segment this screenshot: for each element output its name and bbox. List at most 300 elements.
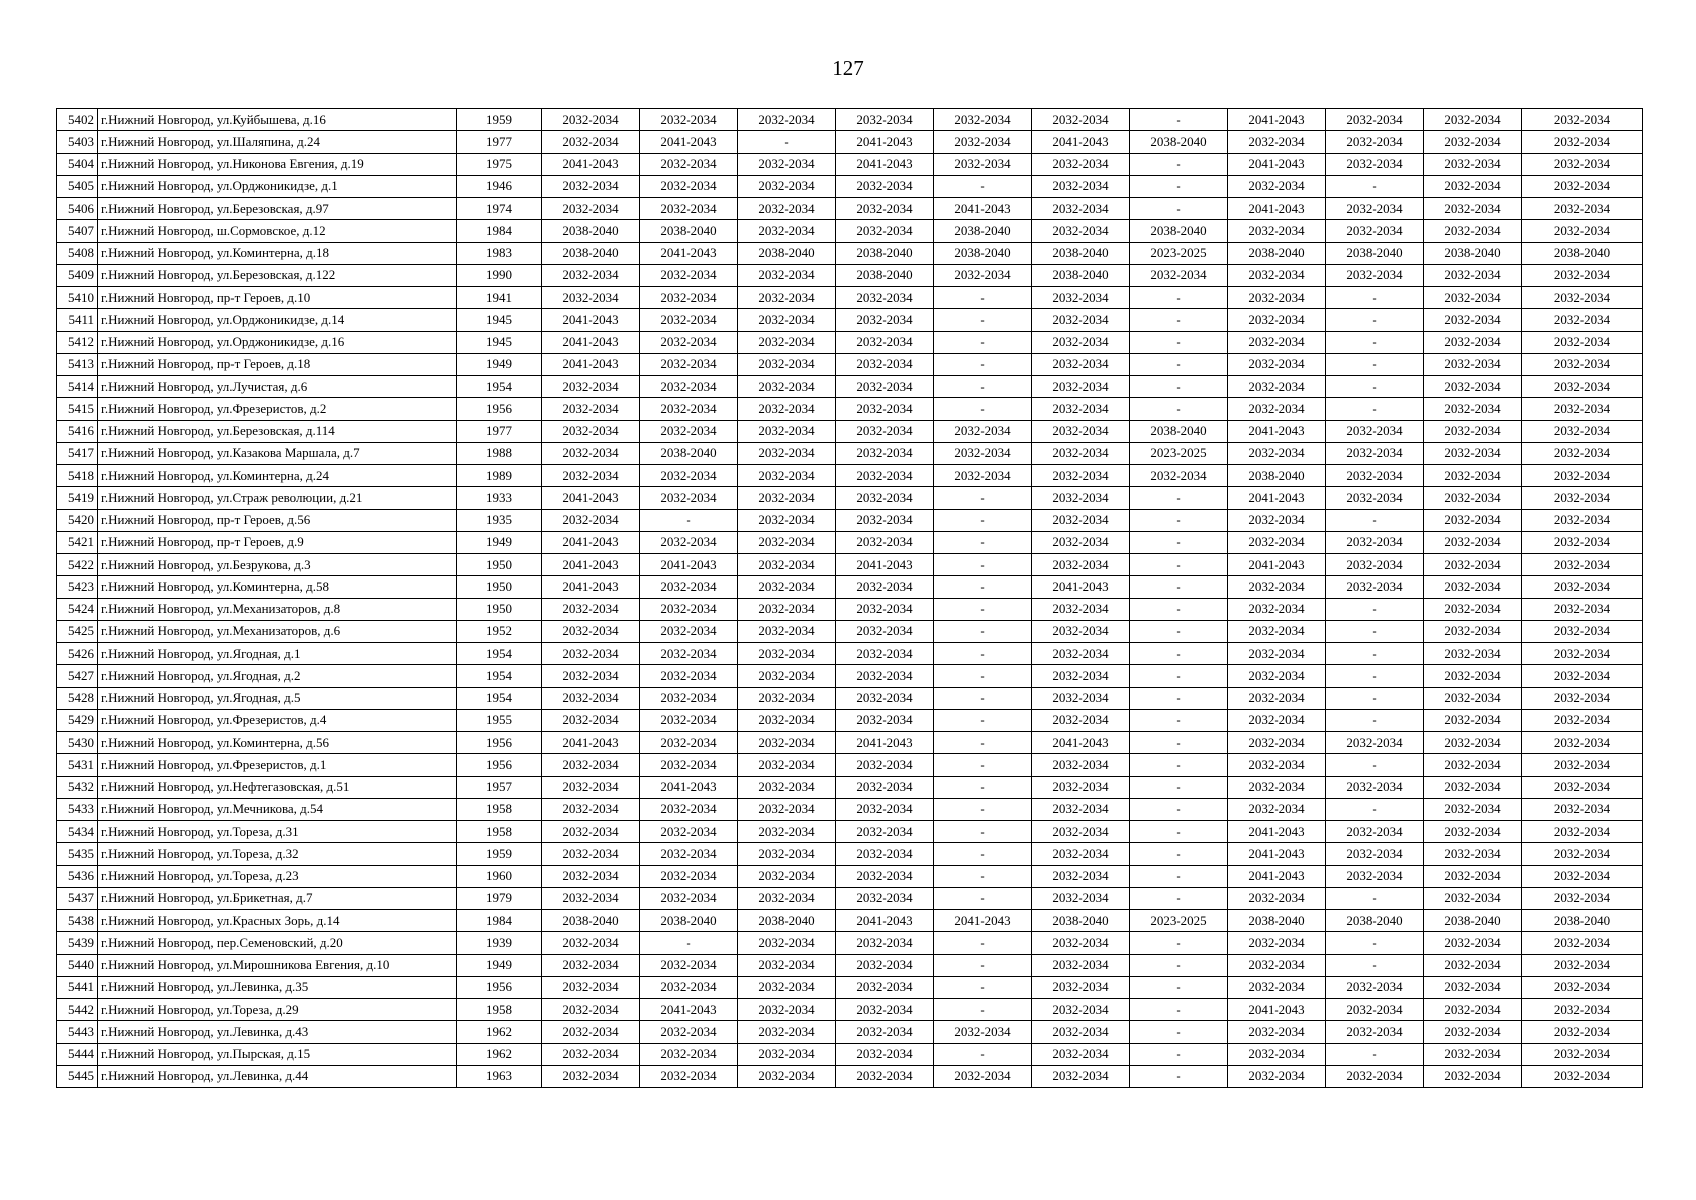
address-cell: г.Нижний Новгород, ул.Красных Зорь, д.14 [98,910,457,932]
period-cell-7: - [1130,153,1228,175]
row-number-cell: 5445 [57,1065,98,1087]
period-cell-10: 2032-2034 [1424,175,1522,197]
period-cell-4: 2032-2034 [836,442,934,464]
period-cell-4: 2032-2034 [836,309,934,331]
address-cell: г.Нижний Новгород, ул.Тореза, д.29 [98,999,457,1021]
period-cell-3: 2032-2034 [738,709,836,731]
period-cell-3: 2032-2034 [738,843,836,865]
period-cell-4: 2032-2034 [836,398,934,420]
period-cell-1: 2038-2040 [542,220,640,242]
period-cell-4: 2032-2034 [836,331,934,353]
period-cell-1: 2032-2034 [542,954,640,976]
period-cell-6: 2032-2034 [1032,754,1130,776]
table-row [57,865,1643,887]
period-cell-7: - [1130,554,1228,576]
row-number-cell: 5431 [57,754,98,776]
row-number-cell: 5416 [57,420,98,442]
period-cell-1: 2032-2034 [542,1065,640,1087]
year-cell: 1933 [457,487,542,509]
period-cell-5: - [934,687,1032,709]
period-cell-11: 2032-2034 [1522,220,1643,242]
period-cell-2: 2032-2034 [640,954,738,976]
period-cell-11: 2032-2034 [1522,665,1643,687]
table-row [57,976,1643,998]
period-cell-8: 2032-2034 [1228,331,1326,353]
period-cell-4: 2032-2034 [836,821,934,843]
address-cell: г.Нижний Новгород, пр-т Героев, д.10 [98,287,457,309]
period-cell-10: 2032-2034 [1424,887,1522,909]
row-number-cell: 5408 [57,242,98,264]
period-cell-10: 2032-2034 [1424,109,1522,131]
period-cell-3: 2032-2034 [738,531,836,553]
year-cell: 1983 [457,242,542,264]
period-cell-9: 2032-2034 [1326,976,1424,998]
row-number-cell: 5422 [57,554,98,576]
period-cell-10: 2038-2040 [1424,910,1522,932]
period-cell-10: 2032-2034 [1424,598,1522,620]
period-cell-9: - [1326,620,1424,642]
period-cell-2: 2032-2034 [640,598,738,620]
year-cell: 1959 [457,109,542,131]
period-cell-11: 2032-2034 [1522,865,1643,887]
period-cell-9: 2032-2034 [1326,554,1424,576]
period-cell-9: - [1326,887,1424,909]
period-cell-4: 2032-2034 [836,643,934,665]
address-cell: г.Нижний Новгород, пр-т Героев, д.18 [98,353,457,375]
period-cell-8: 2041-2043 [1228,420,1326,442]
period-cell-9: - [1326,175,1424,197]
period-cell-4: 2032-2034 [836,776,934,798]
period-cell-2: 2032-2034 [640,976,738,998]
table-row [57,999,1643,1021]
period-cell-10: 2032-2034 [1424,1021,1522,1043]
period-cell-4: 2032-2034 [836,999,934,1021]
period-cell-11: 2032-2034 [1522,531,1643,553]
table-row [57,732,1643,754]
period-cell-1: 2032-2034 [542,442,640,464]
period-cell-3: 2032-2034 [738,687,836,709]
period-cell-6: 2032-2034 [1032,554,1130,576]
period-cell-6: 2032-2034 [1032,1043,1130,1065]
period-cell-5: 2038-2040 [934,242,1032,264]
address-cell: г.Нижний Новгород, ул.Никонова Евгения, д.19 [98,153,457,175]
period-cell-9: - [1326,598,1424,620]
period-cell-11: 2032-2034 [1522,932,1643,954]
period-cell-8: 2032-2034 [1228,1065,1326,1087]
year-cell: 1950 [457,576,542,598]
period-cell-3: 2032-2034 [738,220,836,242]
period-cell-2: - [640,932,738,954]
period-cell-9: 2032-2034 [1326,865,1424,887]
period-cell-6: 2032-2034 [1032,153,1130,175]
period-cell-5: - [934,620,1032,642]
period-cell-9: - [1326,509,1424,531]
period-cell-6: 2032-2034 [1032,531,1130,553]
table-row [57,776,1643,798]
period-cell-8: 2032-2034 [1228,976,1326,998]
period-cell-5: - [934,976,1032,998]
period-cell-1: 2032-2034 [542,398,640,420]
period-cell-3: 2032-2034 [738,620,836,642]
year-cell: 1941 [457,287,542,309]
year-cell: 1956 [457,732,542,754]
address-cell: г.Нижний Новгород, ул.Орджоникидзе, д.1 [98,175,457,197]
address-cell: г.Нижний Новгород, ул.Шаляпина, д.24 [98,131,457,153]
year-cell: 1949 [457,954,542,976]
row-number-cell: 5409 [57,264,98,286]
period-cell-7: - [1130,198,1228,220]
period-cell-4: 2041-2043 [836,131,934,153]
period-cell-7: - [1130,754,1228,776]
period-cell-10: 2032-2034 [1424,976,1522,998]
page-number: 127 [832,56,864,80]
period-cell-8: 2032-2034 [1228,598,1326,620]
period-cell-9: - [1326,798,1424,820]
period-cell-7: - [1130,1043,1228,1065]
period-cell-10: 2032-2034 [1424,665,1522,687]
period-cell-6: 2038-2040 [1032,910,1130,932]
period-cell-11: 2032-2034 [1522,643,1643,665]
period-cell-5: 2032-2034 [934,1021,1032,1043]
period-cell-11: 2032-2034 [1522,754,1643,776]
table-row [57,665,1643,687]
period-cell-11: 2032-2034 [1522,109,1643,131]
year-cell: 1955 [457,709,542,731]
address-cell: г.Нижний Новгород, ул.Тореза, д.23 [98,865,457,887]
period-cell-9: - [1326,398,1424,420]
row-number-cell: 5413 [57,353,98,375]
period-cell-4: 2032-2034 [836,620,934,642]
year-cell: 1958 [457,999,542,1021]
period-cell-7: - [1130,598,1228,620]
period-cell-3: 2032-2034 [738,976,836,998]
row-number-cell: 5437 [57,887,98,909]
address-cell: г.Нижний Новгород, ул.Ягодная, д.1 [98,643,457,665]
period-cell-1: 2032-2034 [542,131,640,153]
period-cell-8: 2032-2034 [1228,798,1326,820]
period-cell-5: - [934,309,1032,331]
period-cell-9: 2032-2034 [1326,576,1424,598]
period-cell-9: 2038-2040 [1326,910,1424,932]
period-cell-10: 2032-2034 [1424,954,1522,976]
period-cell-6: 2032-2034 [1032,887,1130,909]
period-cell-6: 2032-2034 [1032,175,1130,197]
period-cell-6: 2038-2040 [1032,264,1130,286]
period-cell-3: 2032-2034 [738,776,836,798]
period-cell-4: 2032-2034 [836,376,934,398]
address-cell: г.Нижний Новгород, ул.Брикетная, д.7 [98,887,457,909]
period-cell-7: - [1130,732,1228,754]
period-cell-11: 2032-2034 [1522,576,1643,598]
period-cell-5: - [934,398,1032,420]
period-cell-8: 2032-2034 [1228,309,1326,331]
year-cell: 1989 [457,465,542,487]
period-cell-1: 2041-2043 [542,554,640,576]
table-row [57,620,1643,642]
period-cell-2: 2032-2034 [640,643,738,665]
period-cell-6: 2032-2034 [1032,932,1130,954]
table-row [57,220,1643,242]
period-cell-4: 2032-2034 [836,109,934,131]
period-cell-5: - [934,531,1032,553]
period-cell-3: 2032-2034 [738,554,836,576]
table-row [57,754,1643,776]
period-cell-4: 2032-2034 [836,198,934,220]
period-cell-3: 2032-2034 [738,1065,836,1087]
period-cell-6: 2032-2034 [1032,353,1130,375]
address-cell: г.Нижний Новгород, ул.Коминтерна, д.56 [98,732,457,754]
period-cell-3: 2032-2034 [738,376,836,398]
period-cell-11: 2032-2034 [1522,999,1643,1021]
row-number-cell: 5424 [57,598,98,620]
period-cell-10: 2032-2034 [1424,264,1522,286]
period-cell-9: 2032-2034 [1326,1021,1424,1043]
period-cell-10: 2032-2034 [1424,821,1522,843]
period-cell-4: 2032-2034 [836,954,934,976]
period-cell-3: 2032-2034 [738,153,836,175]
period-cell-7: - [1130,665,1228,687]
period-cell-5: - [934,376,1032,398]
row-number-cell: 5426 [57,643,98,665]
year-cell: 1950 [457,598,542,620]
address-cell: г.Нижний Новгород, ш.Сормовское, д.12 [98,220,457,242]
period-cell-2: 2032-2034 [640,1021,738,1043]
period-cell-1: 2032-2034 [542,999,640,1021]
period-cell-6: 2032-2034 [1032,220,1130,242]
period-cell-2: 2032-2034 [640,198,738,220]
period-cell-9: 2032-2034 [1326,531,1424,553]
table-row [57,287,1643,309]
period-cell-1: 2041-2043 [542,732,640,754]
year-cell: 1988 [457,442,542,464]
period-cell-3: 2032-2034 [738,1043,836,1065]
period-cell-9: 2032-2034 [1326,487,1424,509]
period-cell-10: 2038-2040 [1424,242,1522,264]
year-cell: 1954 [457,665,542,687]
period-cell-4: 2032-2034 [836,353,934,375]
period-cell-10: 2032-2034 [1424,509,1522,531]
period-cell-3: 2032-2034 [738,331,836,353]
period-cell-10: 2032-2034 [1424,465,1522,487]
year-cell: 1959 [457,843,542,865]
period-cell-5: - [934,732,1032,754]
period-cell-10: 2032-2034 [1424,420,1522,442]
period-cell-8: 2032-2034 [1228,509,1326,531]
period-cell-8: 2041-2043 [1228,843,1326,865]
table-row [57,331,1643,353]
period-cell-9: - [1326,687,1424,709]
period-cell-10: 2032-2034 [1424,932,1522,954]
period-cell-5: 2032-2034 [934,264,1032,286]
period-cell-8: 2041-2043 [1228,999,1326,1021]
address-cell: г.Нижний Новгород, ул.Нефтегазовская, д.51 [98,776,457,798]
period-cell-6: 2032-2034 [1032,976,1130,998]
period-cell-10: 2032-2034 [1424,999,1522,1021]
period-cell-3: 2032-2034 [738,954,836,976]
year-cell: 1954 [457,376,542,398]
period-cell-7: - [1130,687,1228,709]
period-cell-8: 2032-2034 [1228,1021,1326,1043]
row-number-cell: 5435 [57,843,98,865]
period-cell-1: 2032-2034 [542,887,640,909]
period-cell-3: 2032-2034 [738,175,836,197]
period-cell-11: 2032-2034 [1522,376,1643,398]
period-cell-7: - [1130,976,1228,998]
period-cell-5: 2038-2040 [934,220,1032,242]
period-cell-3: 2032-2034 [738,109,836,131]
year-cell: 1963 [457,1065,542,1087]
period-cell-11: 2032-2034 [1522,398,1643,420]
period-cell-6: 2032-2034 [1032,620,1130,642]
period-cell-10: 2032-2034 [1424,776,1522,798]
period-cell-11: 2032-2034 [1522,821,1643,843]
period-cell-5: 2041-2043 [934,198,1032,220]
period-cell-2: 2032-2034 [640,821,738,843]
table-row [57,821,1643,843]
period-cell-3: 2032-2034 [738,754,836,776]
table-row [57,131,1643,153]
period-cell-9: 2032-2034 [1326,465,1424,487]
period-cell-8: 2032-2034 [1228,954,1326,976]
row-number-cell: 5407 [57,220,98,242]
period-cell-6: 2041-2043 [1032,732,1130,754]
period-cell-11: 2032-2034 [1522,353,1643,375]
period-cell-5: - [934,954,1032,976]
table-row [57,554,1643,576]
row-number-cell: 5438 [57,910,98,932]
period-cell-1: 2032-2034 [542,687,640,709]
row-number-cell: 5423 [57,576,98,598]
period-cell-6: 2032-2034 [1032,1065,1130,1087]
period-cell-2: 2032-2034 [640,398,738,420]
period-cell-8: 2032-2034 [1228,754,1326,776]
period-cell-4: 2032-2034 [836,287,934,309]
period-cell-9: 2032-2034 [1326,442,1424,464]
period-cell-3: 2032-2034 [738,821,836,843]
period-cell-2: 2041-2043 [640,554,738,576]
period-cell-9: - [1326,754,1424,776]
period-cell-11: 2038-2040 [1522,242,1643,264]
period-cell-5: - [934,887,1032,909]
period-cell-1: 2032-2034 [542,264,640,286]
table-row [57,798,1643,820]
period-cell-9: 2038-2040 [1326,242,1424,264]
period-cell-7: - [1130,109,1228,131]
period-cell-1: 2032-2034 [542,1043,640,1065]
period-cell-9: - [1326,287,1424,309]
year-cell: 1945 [457,309,542,331]
row-number-cell: 5432 [57,776,98,798]
period-cell-5: 2032-2034 [934,442,1032,464]
year-cell: 1962 [457,1043,542,1065]
period-cell-2: 2032-2034 [640,420,738,442]
period-cell-7: - [1130,376,1228,398]
period-cell-3: 2032-2034 [738,999,836,1021]
period-cell-2: 2032-2034 [640,487,738,509]
table-row [57,198,1643,220]
period-cell-1: 2038-2040 [542,242,640,264]
period-cell-1: 2032-2034 [542,776,640,798]
table-body [57,109,1643,1088]
period-cell-5: 2041-2043 [934,910,1032,932]
period-cell-5: 2032-2034 [934,109,1032,131]
period-cell-7: - [1130,954,1228,976]
address-cell: г.Нижний Новгород, ул.Казакова Маршала, д.7 [98,442,457,464]
period-cell-10: 2032-2034 [1424,376,1522,398]
period-cell-1: 2032-2034 [542,843,640,865]
year-cell: 1952 [457,620,542,642]
period-cell-7: - [1130,821,1228,843]
row-number-cell: 5412 [57,331,98,353]
row-number-cell: 5434 [57,821,98,843]
period-cell-3: 2032-2034 [738,465,836,487]
period-cell-6: 2032-2034 [1032,487,1130,509]
period-cell-7: - [1130,509,1228,531]
period-cell-3: 2032-2034 [738,509,836,531]
period-cell-6: 2032-2034 [1032,954,1130,976]
period-cell-8: 2038-2040 [1228,465,1326,487]
table-row [57,887,1643,909]
row-number-cell: 5443 [57,1021,98,1043]
period-cell-7: - [1130,887,1228,909]
row-number-cell: 5415 [57,398,98,420]
period-cell-6: 2032-2034 [1032,376,1130,398]
address-cell: г.Нижний Новгород, ул.Левинка, д.43 [98,1021,457,1043]
period-cell-7: - [1130,576,1228,598]
year-cell: 1974 [457,198,542,220]
period-cell-4: 2041-2043 [836,153,934,175]
year-cell: 1975 [457,153,542,175]
period-cell-9: - [1326,353,1424,375]
period-cell-8: 2032-2034 [1228,531,1326,553]
period-cell-1: 2032-2034 [542,620,640,642]
period-cell-5: - [934,287,1032,309]
period-cell-3: 2032-2034 [738,732,836,754]
period-cell-2: 2038-2040 [640,442,738,464]
period-cell-1: 2032-2034 [542,643,640,665]
period-cell-6: 2032-2034 [1032,331,1130,353]
period-cell-2: 2032-2034 [640,1043,738,1065]
row-number-cell: 5402 [57,109,98,131]
period-cell-3: 2032-2034 [738,442,836,464]
period-cell-6: 2032-2034 [1032,398,1130,420]
period-cell-7: 2023-2025 [1130,242,1228,264]
period-cell-11: 2032-2034 [1522,442,1643,464]
address-cell: г.Нижний Новгород, ул.Орджоникидзе, д.14 [98,309,457,331]
row-number-cell: 5433 [57,798,98,820]
period-cell-5: 2032-2034 [934,153,1032,175]
address-cell: г.Нижний Новгород, ул.Березовская, д.122 [98,264,457,286]
year-cell: 1979 [457,887,542,909]
period-cell-11: 2032-2034 [1522,620,1643,642]
period-cell-1: 2032-2034 [542,509,640,531]
period-cell-8: 2032-2034 [1228,398,1326,420]
period-cell-2: 2032-2034 [640,309,738,331]
period-cell-10: 2032-2034 [1424,287,1522,309]
period-cell-4: 2032-2034 [836,665,934,687]
period-cell-10: 2032-2034 [1424,754,1522,776]
period-cell-6: 2032-2034 [1032,709,1130,731]
period-cell-3: 2038-2040 [738,910,836,932]
period-cell-1: 2032-2034 [542,709,640,731]
period-cell-5: - [934,353,1032,375]
period-cell-10: 2032-2034 [1424,643,1522,665]
period-cell-3: 2032-2034 [738,887,836,909]
address-cell: г.Нижний Новгород, ул.Березовская, д.97 [98,198,457,220]
period-cell-1: 2032-2034 [542,821,640,843]
period-cell-2: 2041-2043 [640,999,738,1021]
period-cell-8: 2032-2034 [1228,442,1326,464]
